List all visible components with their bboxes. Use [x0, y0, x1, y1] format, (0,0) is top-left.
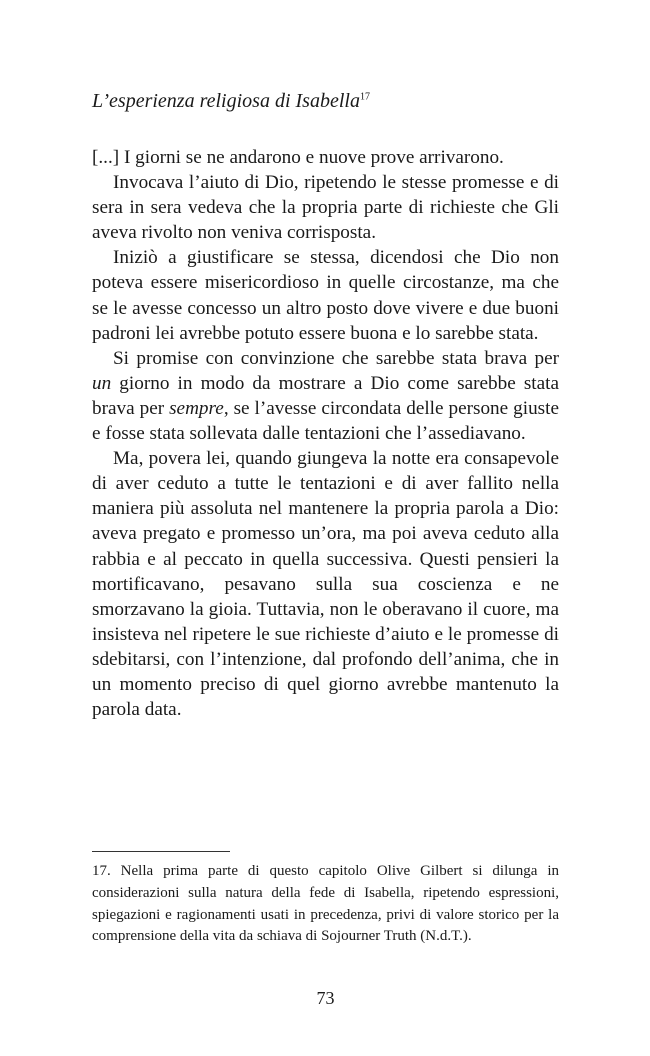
book-page: [92, 0, 559, 1056]
paragraph: [92, 245, 559, 345]
emphasis-text: sempre: [169, 397, 224, 419]
paragraph-text: Invocava l’aiuto di Dio, ripetendo le stesse promesse e di sera in sera vedeva che la propria parte di richieste che Gli aveva rivolto non veniva corrisposta.: [92, 172, 559, 244]
footnote: 17. Nella prima parte di questo capitolo Olive Gilbert si dilunga in considerazioni sulla natura della fede di Isabella, ripetendo espressioni, spiegazioni e ragionamenti usati in precedenza, privi di valore storico per la comprensione della vita da schiava di Sojourner Truth (N.d.T.).: [92, 863, 559, 945]
paragraph-text: Iniziò a giustificare se stessa, dicendosi che Dio non poteva essere misericordioso in quelle circostanze, ma che se le avesse concesso un altro posto dove vivere e due buoni padroni lei avrebbe potuto essere buona e lo sarebbe stata.: [92, 247, 559, 344]
paragraph: [92, 145, 559, 170]
paragraph-text: Si promise con convinzione che sarebbe stata brava per: [113, 347, 559, 369]
paragraph: [92, 346, 559, 446]
paragraph-text: [...] I giorni se ne andarono e nuove prove arrivarono.: [92, 147, 504, 168]
chapter-heading-title: L’esperienza religiosa di Isabella: [92, 90, 360, 112]
footnote-divider: [92, 851, 230, 852]
paragraph-text: , se l’avesse circondata delle persone giuste e fosse stata sollevata dalle tentazioni che l’assediavano.: [92, 397, 559, 445]
body-text: [92, 145, 559, 722]
paragraph-text: giorno in modo da mostrare a Dio come sarebbe stata brava per: [92, 372, 559, 419]
chapter-heading: [92, 88, 370, 114]
paragraph: [92, 446, 559, 722]
page-number: 73: [316, 988, 335, 1008]
paragraph: [92, 170, 559, 245]
footnote-reference: 17: [359, 91, 370, 103]
emphasis-text: un: [92, 372, 112, 394]
paragraph-text: Ma, povera lei, quando giungeva la notte era consapevole di aver ceduto a tutte le tentazioni e di aver fallito nella maniera più assoluta nel mantenere la propria parola a Dio: aveva pregato e promesso un’ora, ma poi aveva ceduto alla rabbia e al peccato in quella successiva. Questi pensieri la mortificavano, pesavano sulla sua coscienza e ne smorzavano la gioia. Tuttavia, non le oberavano il cuore, ma insisteva nel ripetere le sue richieste d’aiuto e le promesse di sdebitarsi, con l’intenzione, dal profondo dell’anima, che in un momento preciso di quel giorno avrebbe mantenuto la parola data.: [92, 448, 559, 721]
